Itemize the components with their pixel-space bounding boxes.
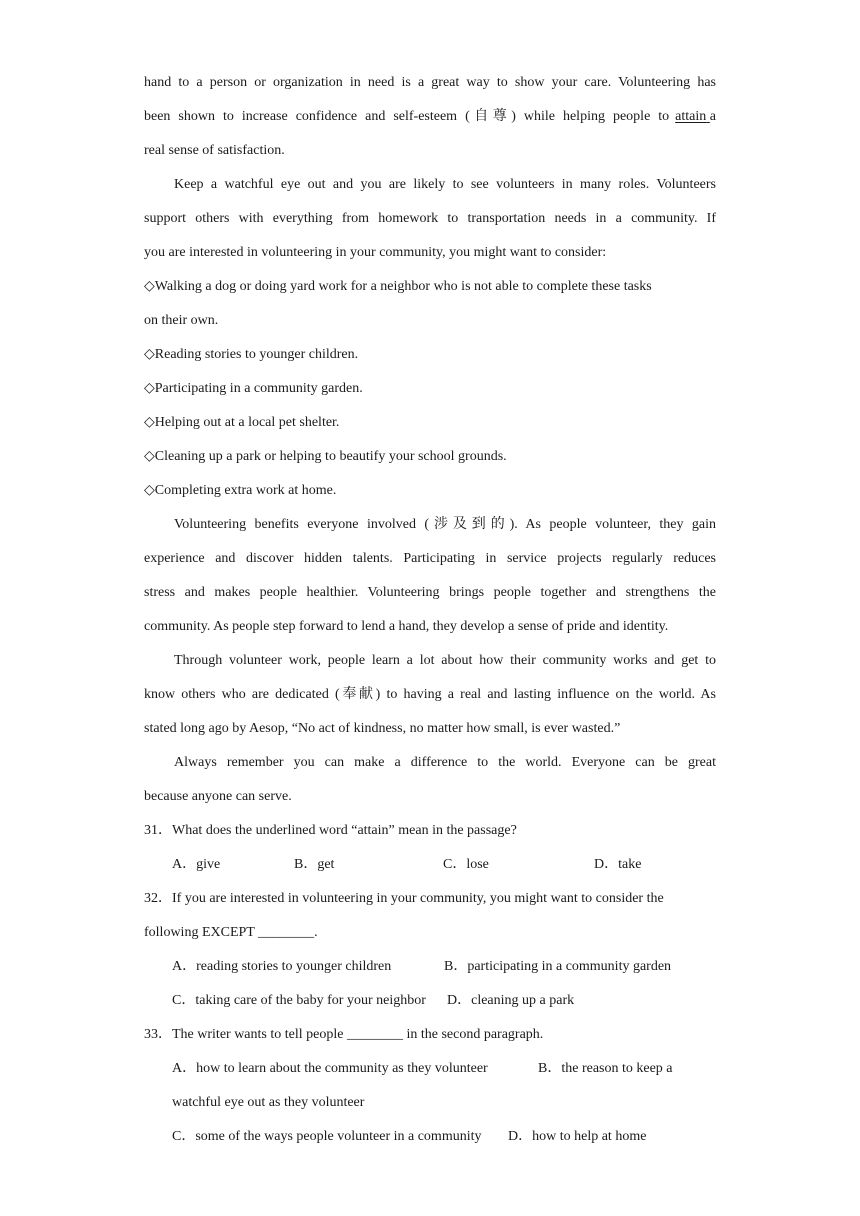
question-32-stem-cont: following EXCEPT ________.	[144, 925, 318, 940]
underlined-word-attain: attain	[675, 109, 707, 124]
passage-line: know others who are dedicated (奉献) to having a real and lasting influence on the world. As	[144, 687, 716, 702]
list-item: ◇Cleaning up a park or helping to beautify your school grounds.	[144, 449, 507, 464]
list-item: ◇Completing extra work at home.	[144, 483, 337, 498]
passage-line: experience and discover hidden talents. Participating in service projects regularly reduces	[144, 551, 716, 566]
question-33-option-b[interactable]: B．the reason to keep a	[538, 1061, 673, 1076]
question-31-option-a[interactable]: A．give	[172, 857, 221, 872]
passage-line: hand to a person or organization in need is a great way to show your care. Volunteering has	[144, 75, 716, 90]
question-32-option-d[interactable]: D．cleaning up a park	[447, 993, 575, 1008]
passage-line: Volunteering benefits everyone involved (涉及到的). As people volunteer, they gain	[174, 517, 716, 532]
passage-line: Always remember you can make a difference to the world. Everyone can be great	[174, 755, 716, 770]
passage-line: because anyone can serve.	[144, 789, 292, 804]
question-33-option-b-cont: watchful eye out as they volunteer	[172, 1095, 365, 1110]
passage-line: support others with everything from homework to transportation needs in a community. If	[144, 211, 716, 226]
passage-line: real sense of satisfaction.	[144, 143, 285, 158]
passage-line: Keep a watchful eye out and you are likely to see volunteers in many roles. Volunteers	[174, 177, 716, 192]
passage-line	[144, 100, 716, 134]
passage-text: a	[709, 109, 716, 124]
passage-line: community. As people step forward to lend a hand, they develop a sense of pride and identity.	[144, 619, 669, 634]
question-33-option-c[interactable]: C．some of the ways people volunteer in a community	[172, 1129, 482, 1144]
passage-line: stress and makes people healthier. Volunteering brings people together and strengthens the	[144, 585, 716, 600]
list-item: ◇Walking a dog or doing yard work for a neighbor who is not able to complete these tasks	[144, 279, 652, 294]
question-32-stem: 32．If you are interested in volunteering in your community, you might want to consider the	[144, 891, 664, 906]
question-32-option-c[interactable]: C．taking care of the baby for your neighbor	[172, 993, 426, 1008]
list-item: on their own.	[144, 313, 219, 328]
list-item: ◇Helping out at a local pet shelter.	[144, 415, 340, 430]
list-item: ◇Participating in a community garden.	[144, 381, 363, 396]
question-31-stem: 31．What does the underlined word “attain” mean in the passage?	[144, 823, 517, 838]
passage-line: Through volunteer work, people learn a lot about how their community works and get to	[174, 653, 716, 668]
question-31-option-b[interactable]: B．get	[294, 857, 335, 872]
passage-line: stated long ago by Aesop, “No act of kindness, no matter how small, is ever wasted.”	[144, 721, 621, 736]
passage-line: you are interested in volunteering in your community, you might want to consider:	[144, 245, 607, 260]
question-33-option-d[interactable]: D．how to help at home	[508, 1129, 647, 1144]
list-item: ◇Reading stories to younger children.	[144, 347, 359, 362]
question-32-option-a[interactable]: A．reading stories to younger children	[172, 959, 392, 974]
question-31-option-c[interactable]: C．lose	[443, 857, 489, 872]
question-31-option-d[interactable]: D．take	[594, 857, 642, 872]
question-33-option-a[interactable]: A．how to learn about the community as they volunteer	[172, 1061, 488, 1076]
question-33-stem: 33．The writer wants to tell people ________ in the second paragraph.	[144, 1027, 544, 1042]
question-32-option-b[interactable]: B．participating in a community garden	[444, 959, 672, 974]
passage-text: been shown to increase confidence and self-esteem (自尊) while helping people to	[144, 109, 670, 124]
